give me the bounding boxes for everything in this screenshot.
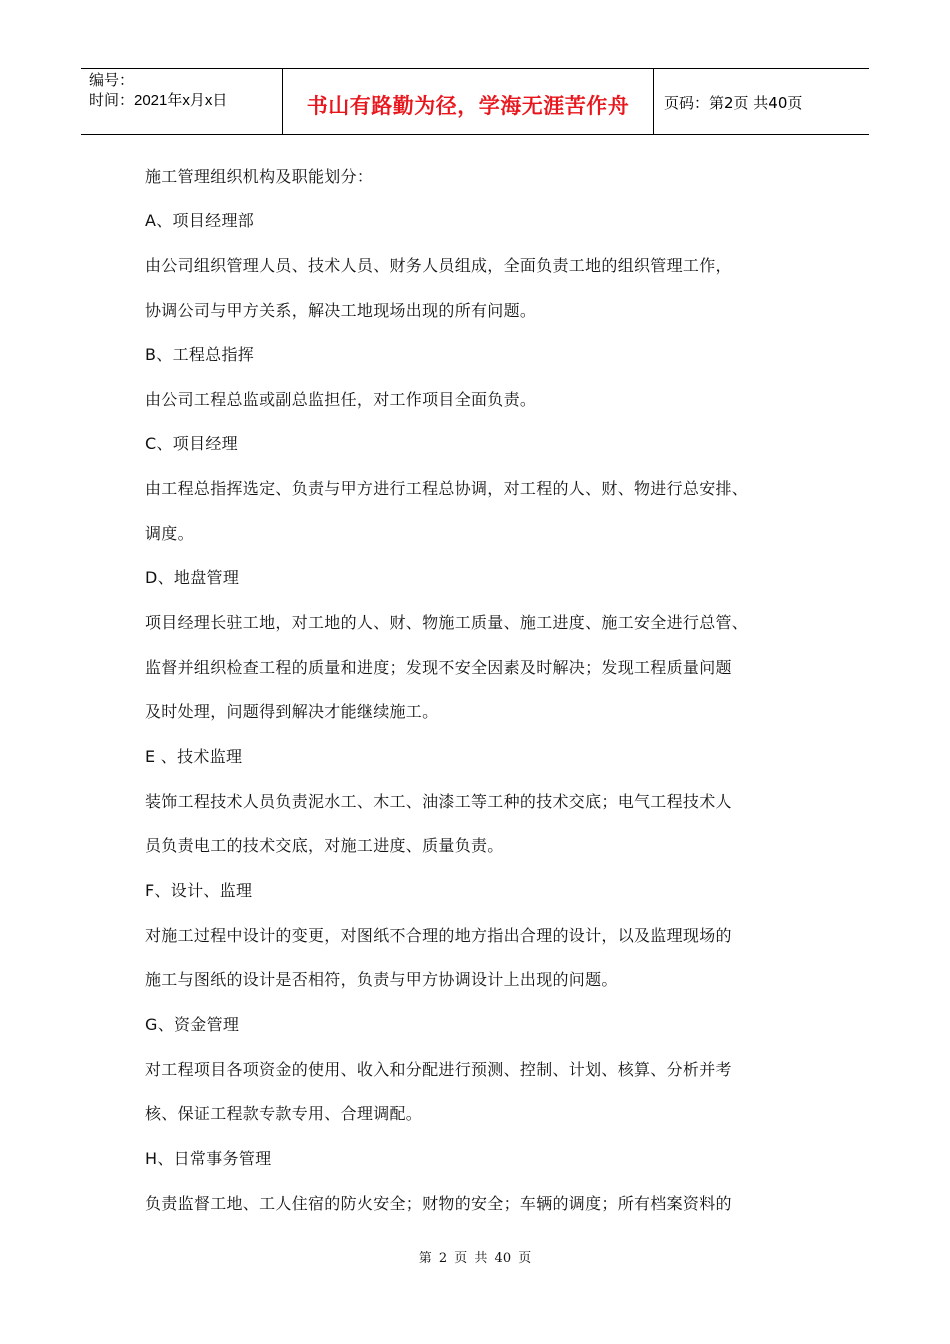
section-heading: G、资金管理 [145,1015,240,1034]
section-heading: A、项目经理部 [145,211,255,230]
section-heading: D、地盘管理 [145,568,240,587]
page-footer [0,1247,950,1266]
text-line: 监督并组织检查工程的质量和进度；发现不安全因素及时解决；发现工程质量问题 [145,658,732,677]
section-heading: B、工程总指挥 [145,345,255,364]
text-line: 协调公司与甲方关系，解决工地现场出现的所有问题。 [145,301,537,320]
slogan: 书山有路勤为径，学海无涯苦作舟 [306,93,630,118]
text-line: 对工程项目各项资金的使用、收入和分配进行预测、控制、计划、核算、分析并考 [145,1060,732,1079]
serial-label: 编号： [89,72,135,89]
section-heading: F、设计、监理 [145,881,253,900]
text-line: 调度。 [145,524,194,543]
header-meta-cell [81,69,282,134]
section-heading: C、项目经理 [145,434,238,453]
date-label: 时间：2021年x月x日 [89,92,228,109]
text-line: 装饰工程技术人员负责泥水工、木工、油漆工等工种的技术交底；电气工程技术人 [145,792,732,811]
text-line: 对施工过程中设计的变更，对图纸不合理的地方指出合理的设计，以及监理现场的 [145,926,732,945]
header-page-cell [654,69,869,134]
text-line: 由工程总指挥选定、负责与甲方进行工程总协调，对工程的人、财、物进行总安排、 [145,479,749,498]
text-line: 施工与图纸的设计是否相符，负责与甲方协调设计上出现的问题。 [145,970,618,989]
text-line: 由公司组织管理人员、技术人员、财务人员组成，全面负责工地的组织管理工作， [145,256,732,275]
text-line: 负责监督工地、工人住宿的防火安全；财物的安全；车辆的调度；所有档案资料的 [145,1194,732,1213]
text-line: 员负责电工的技术交底，对施工进度、质量负责。 [145,836,504,855]
text-line: 施工管理组织机构及职能划分： [145,167,374,186]
text-line: 项目经理长驻工地，对工地的人、财、物施工质量、施工进度、施工安全进行总管、 [145,613,749,632]
text-line: 由公司工程总监或副总监担任，对工作项目全面负责。 [145,390,537,409]
text-line: 及时处理，问题得到解决才能继续施工。 [145,702,439,721]
section-heading: H、日常事务管理 [145,1149,272,1168]
page-header [81,68,869,135]
text-line: 核、保证工程款专款专用、合理调配。 [145,1104,423,1123]
header-slogan-cell [282,69,654,134]
page-code: 页码：第2页 共40页 [664,94,803,112]
footer-page-number: 第 2 页 共 40 页 [418,1251,532,1266]
section-heading: E 、技术监理 [145,747,243,766]
